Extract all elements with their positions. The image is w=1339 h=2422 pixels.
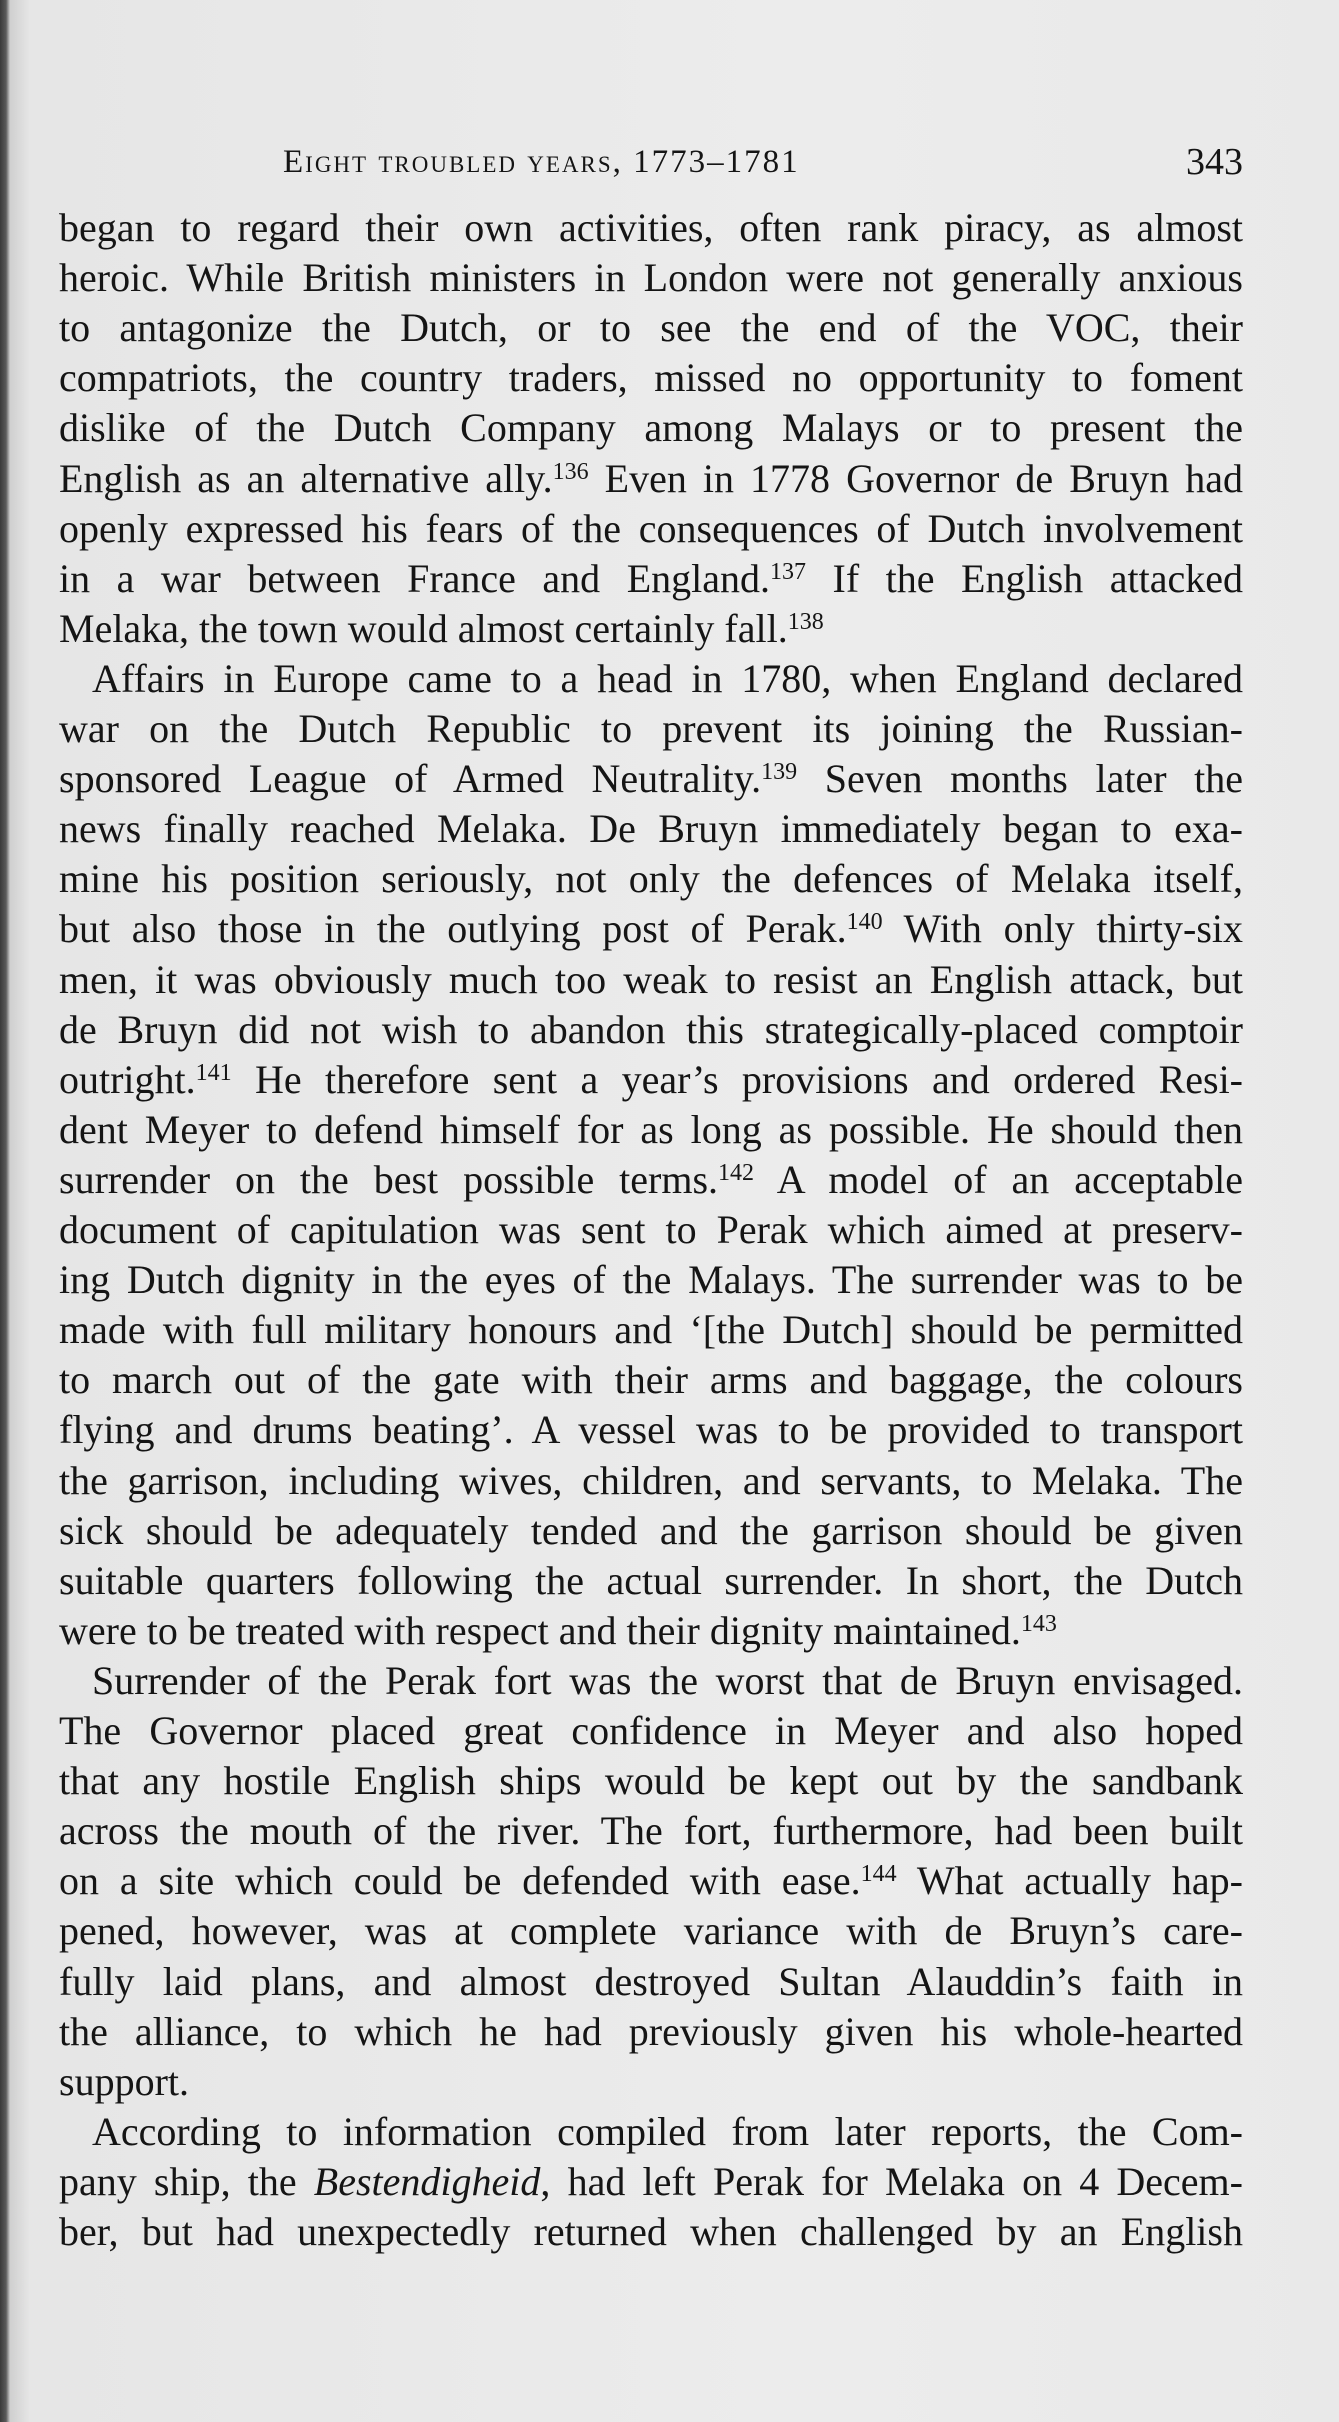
text-line bbox=[59, 2057, 1243, 2107]
text-line bbox=[59, 1005, 1243, 1055]
text-segment: openly expressed his fears of the consequences of Dutch involvement bbox=[59, 505, 1243, 551]
text-line bbox=[59, 1255, 1243, 1305]
text-segment: mine his position seriously, not only the defences of Melaka itself, bbox=[59, 856, 1243, 902]
footnote-reference: 143 bbox=[1020, 1610, 1057, 1637]
text-segment: What actually hap- bbox=[896, 1858, 1244, 1904]
text-line bbox=[59, 403, 1243, 453]
text-segment: pany ship, the bbox=[59, 2158, 314, 2204]
running-header: Eight troubled years, 1773–1781 bbox=[283, 144, 800, 180]
text-line bbox=[92, 2107, 1243, 2157]
text-line bbox=[59, 253, 1243, 303]
text-segment: men, it was obviously much too weak to resist an English attack, but bbox=[59, 956, 1243, 1002]
text-segment: but also those in the outlying post of Perak. bbox=[59, 906, 847, 952]
text-segment: sick should be adequately tended and the garrison should be given bbox=[59, 1507, 1243, 1553]
text-line bbox=[59, 1105, 1243, 1155]
text-segment: on a site which could be defended with ease. bbox=[59, 1858, 861, 1904]
text-line bbox=[92, 1656, 1243, 1706]
text-segment: the garrison, including wives, children, and servants, to Melaka. The bbox=[59, 1457, 1243, 1503]
text-segment: Affairs in Europe came to a head in 1780, when England declared bbox=[92, 655, 1243, 701]
text-line bbox=[59, 1155, 1243, 1205]
text-segment: surrender on the best possible terms. bbox=[59, 1156, 719, 1202]
text-segment: support. bbox=[59, 2058, 189, 2104]
text-line bbox=[59, 754, 1243, 804]
text-line bbox=[59, 854, 1243, 904]
text-line bbox=[92, 654, 1243, 704]
text-line bbox=[59, 2157, 1243, 2207]
text-line bbox=[59, 1556, 1243, 1606]
footnote-reference: 136 bbox=[552, 458, 589, 485]
footnote-reference: 140 bbox=[846, 909, 883, 936]
text-segment: Seven months later the bbox=[797, 756, 1243, 802]
text-segment: dislike of the Dutch Company among Malays or to present the bbox=[59, 405, 1243, 451]
text-segment: in a war between France and England. bbox=[59, 555, 770, 601]
text-line bbox=[59, 1806, 1243, 1856]
text-line bbox=[59, 955, 1243, 1005]
footnote-reference: 138 bbox=[787, 608, 824, 635]
text-segment: sponsored League of Armed Neutrality. bbox=[59, 756, 762, 802]
text-segment: Melaka, the town would almost certainly fall. bbox=[59, 605, 788, 651]
text-segment: flying and drums beating’. A vessel was to be provided to transport bbox=[59, 1407, 1243, 1453]
text-segment: across the mouth of the river. The fort, furthermore, had been built bbox=[59, 1808, 1243, 1854]
text-segment: suitable quarters following the actual surrender. In short, the Dutch bbox=[59, 1557, 1243, 1603]
text-segment: heroic. While British ministers in London were not generally anxious bbox=[59, 255, 1243, 301]
text-segment: document of capitulation was sent to Perak which aimed at preserv- bbox=[59, 1207, 1243, 1252]
text-segment: that any hostile English ships would be kept out by the sandbank bbox=[59, 1758, 1243, 1804]
text-segment: made with full military honours and ‘[the Dutch] should be permitted bbox=[59, 1307, 1243, 1353]
text-segment: ing Dutch dignity in the eyes of the Malays. The surrender was to be bbox=[59, 1257, 1243, 1303]
text-line bbox=[59, 2207, 1243, 2257]
text-line bbox=[59, 1405, 1243, 1455]
text-segment: outright. bbox=[59, 1056, 196, 1102]
page-number: 343 bbox=[1186, 141, 1243, 183]
footnote-reference: 144 bbox=[860, 1861, 897, 1888]
text-line bbox=[59, 1906, 1243, 1956]
text-segment: pened, however, was at complete variance with de Bruyn’s care- bbox=[59, 1908, 1243, 1954]
text-segment: dent Meyer to defend himself for as long as possible. He should then bbox=[59, 1106, 1243, 1152]
footnote-reference: 141 bbox=[195, 1059, 232, 1086]
text-segment: the alliance, to which he had previously given his whole-hearted bbox=[59, 2008, 1243, 2054]
text-segment: were to be treated with respect and their dignity maintained. bbox=[59, 1607, 1021, 1653]
text-line bbox=[59, 1957, 1243, 2007]
text-line bbox=[59, 1606, 1243, 1656]
text-segment: , had left Perak for Melaka on 4 Decem- bbox=[540, 2158, 1243, 2204]
italic-text: Bestendigheid bbox=[313, 2158, 541, 2204]
text-segment: According to information compiled from later reports, the Com- bbox=[92, 2108, 1243, 2154]
text-segment: Surrender of the Perak fort was the worst that de Bruyn envisaged. bbox=[92, 1657, 1243, 1703]
text-line bbox=[59, 1756, 1243, 1806]
footnote-reference: 139 bbox=[761, 759, 798, 786]
text-segment: The Governor placed great confidence in Meyer and also hoped bbox=[59, 1708, 1243, 1753]
text-segment: English as an alternative ally. bbox=[59, 455, 553, 501]
text-segment: compatriots, the country traders, missed no opportunity to foment bbox=[59, 355, 1243, 401]
text-line bbox=[59, 554, 1243, 604]
text-segment: news finally reached Melaka. De Bruyn immediately began to exa- bbox=[59, 806, 1243, 852]
text-segment: A model of an acceptable bbox=[754, 1156, 1243, 1202]
text-segment: to march out of the gate with their arms and baggage, the colours bbox=[59, 1357, 1243, 1403]
text-segment: With only thirty-six bbox=[882, 906, 1243, 952]
text-line bbox=[59, 1055, 1243, 1105]
text-segment: If the English attacked bbox=[806, 555, 1243, 601]
text-line bbox=[59, 904, 1243, 954]
text-segment: fully laid plans, and almost destroyed Sultan Alauddin’s faith in bbox=[59, 1958, 1243, 2004]
text-line bbox=[59, 1305, 1243, 1355]
text-segment: to antagonize the Dutch, or to see the end of the VOC, their bbox=[59, 305, 1243, 351]
text-line bbox=[59, 1205, 1243, 1255]
text-line bbox=[59, 1355, 1243, 1405]
text-line bbox=[59, 2007, 1243, 2057]
text-line bbox=[59, 1856, 1243, 1906]
text-segment: de Bruyn did not wish to abandon this strategically-placed comptoir bbox=[59, 1006, 1243, 1052]
text-segment: war on the Dutch Republic to prevent its joining the Russian- bbox=[59, 706, 1243, 751]
text-line bbox=[59, 303, 1243, 353]
text-segment: ber, but had unexpectedly returned when challenged by an English bbox=[59, 2209, 1243, 2254]
text-line bbox=[59, 704, 1243, 754]
text-segment: began to regard their own activities, often rank piracy, as almost bbox=[59, 205, 1243, 250]
text-line bbox=[59, 504, 1243, 554]
text-line bbox=[59, 804, 1243, 854]
footnote-reference: 142 bbox=[718, 1159, 755, 1186]
text-line bbox=[59, 454, 1243, 504]
text-line bbox=[59, 203, 1243, 253]
footnote-reference: 137 bbox=[770, 558, 806, 585]
text-line bbox=[59, 353, 1243, 403]
text-line bbox=[59, 604, 1243, 654]
text-line bbox=[59, 1456, 1243, 1506]
text-segment: He therefore sent a year’s provisions and ordered Resi- bbox=[231, 1056, 1243, 1102]
text-line bbox=[59, 1706, 1243, 1756]
text-segment: Even in 1778 Governor de Bruyn had bbox=[588, 455, 1243, 501]
text-line bbox=[59, 1506, 1243, 1556]
